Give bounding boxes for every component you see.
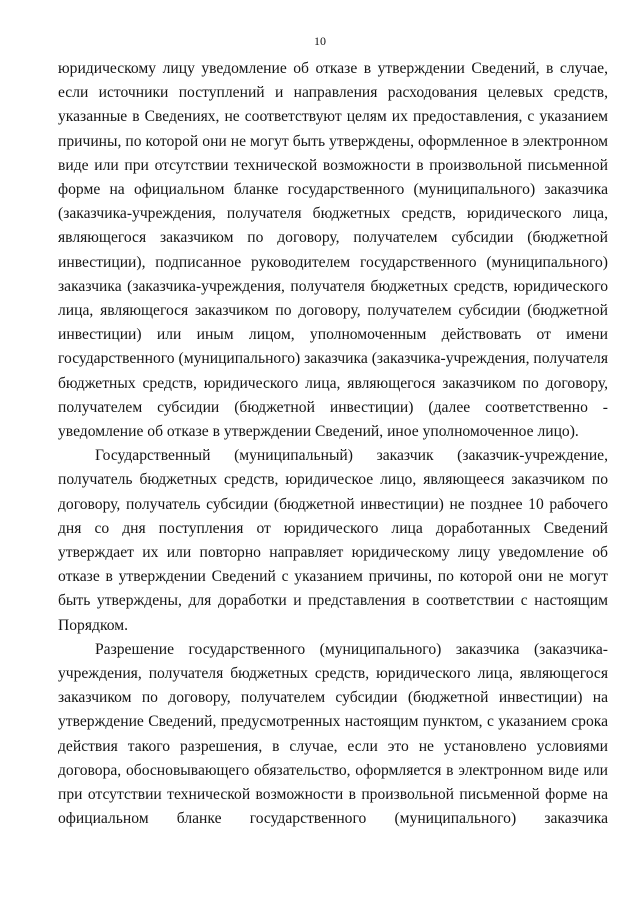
paragraph-permission: Разрешение государственного (муниципального) заказчика (заказчика-учреждения, получателя бюджетных средств, юридического лица, являющегося заказчиком по договору, получателем субсидии (бюджетной инвестиции) на утверждение Сведений, предусмотренных настоящим пунктом, с указанием срока действия такого разрешения, в случае, если это не установлено условиями договора, обосновывающего обязательство, оформляется в электронном виде или при отсутствии технической возможности в произвольной письменной форме на официальном бланке государственного (муниципального) заказчика xyxy=(58,640,608,828)
paragraph-continuation: юридическому лицу уведомление об отказе в утверждении Сведений, в случае, если источники поступлений и направления расходования целевых средств, указанные в Сведениях, не соответствуют целям их предоставления, с указанием причины, по которой они не могут быть утверждены, оформленное в электронном виде или при отсутствии технической возможности в произвольной письменной форме на официальном бланке государственного (муниципального) заказчика (заказчика-учреждения, получателя бюджетных средств, юридического лица, являющегося заказчиком по договору, получателем субсидии (бюджетной инвестиции), подписанное руководителем государственного (муниципального) заказчика (заказчика-учреждения, получателя бюджетных средств, юридического лица, являющегося заказчиком по договору, получателем субсидии (бюджетной инвестиции) или иным лицом, уполномоченным действовать от имени государственного (муниципального) заказчика (заказчика-учреждения, получателя бюджетных средств, юридического лица, являющегося заказчиком по договору, получателем субсидии (бюджетной инвестиции) (далее соответственно - уведомление об отказе в утверждении Сведений, иное уполномоченное лицо). xyxy=(58,60,608,441)
document-body xyxy=(58,57,608,832)
page-number: 10 xyxy=(314,34,326,48)
paragraph-approval-deadline: Государственный (муниципальный) заказчик (заказчик-учреждение, получатель бюджетных средств, юридическое лицо, являющееся заказчиком по договору, получатель субсидии (бюджетной инвестиции) не позднее 10 рабочего дня со дня поступления от юридического лица доработанных Сведений утверждает их или повторно направляет юридическому лицу уведомление об отказе в утверждении Сведений с указанием причины, по которой они не могут быть утверждены, для доработки и представления в соответствии с настоящим Порядком. xyxy=(58,447,608,634)
